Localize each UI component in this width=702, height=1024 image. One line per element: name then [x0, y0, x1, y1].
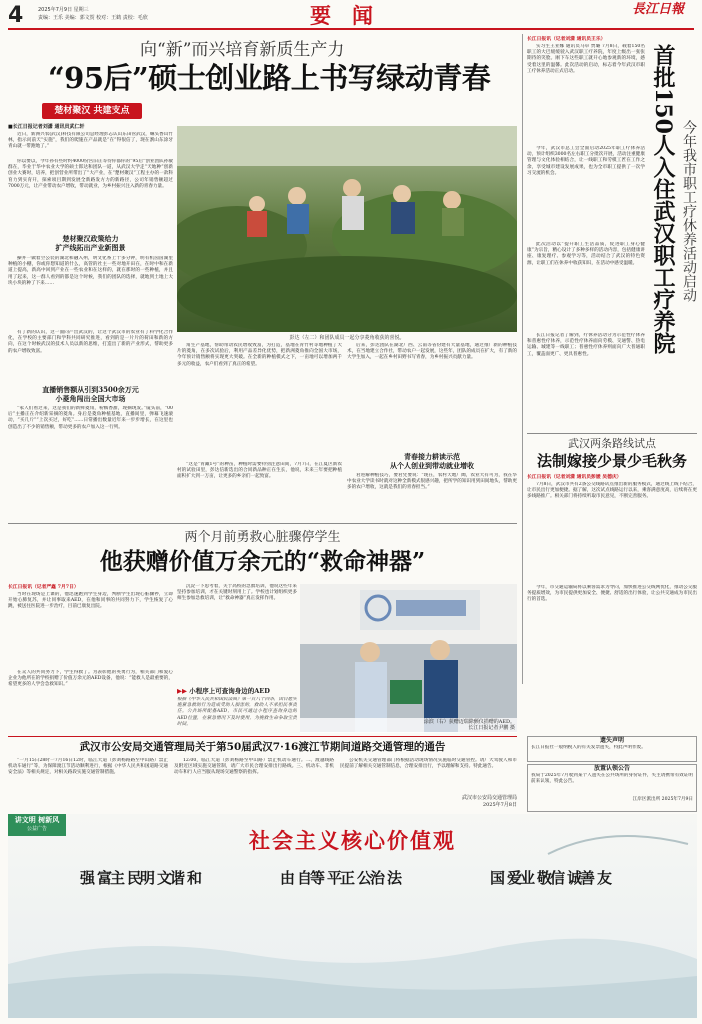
right-text-4: 长江日报记者了解到，疗休养活动分为示范性疗休养和普惠性疗休养，示范性疗休养面向劳模、交通警、热电运输、城建等一线职工；普惠性疗休养则面向广大普通职工，覆盖面更广、更具普惠性。: [527, 333, 645, 357]
right-vertical-headline: 首批150人入住武汉职工疗养院: [650, 44, 676, 354]
ad-box-2-title: 放置认领公告: [593, 765, 630, 772]
lead-cont-1: 角生产基地，帮助带动农民增收致富，为打造，基地在青竹村等地种植了大片的菱角，在多次试验后，利用产品差异化优势，把新洲菱角推向全国大市场，今年预计销售额将实现更大突破。在全新的种植模式之下，一亩地可以增加两千多元的收益，农户们看到了真正的希望。: [177, 343, 342, 367]
notice-rule: [8, 736, 517, 737]
notice-col-2: 12:00，临江大道（彭刘杨路至中山路）禁止机动车通行。二、渡越线路及附近区域实施交通管制，请广大市民合理安排出行路线。三、机动车、非机动车和行人应当服从现场交通警察的指挥。: [174, 758, 334, 776]
ad-box-1-text: 长江日报社一般纳税人的有关发票遗失，特此声明作废。: [531, 745, 646, 750]
notice-col-3: 公安机关交通管理部门将根据活动现场情况实施临时交通管控。请广大驾驶人和市民提前了解相关交通管制信息，合理安排出行，予以理解和支持。特此通告。: [340, 758, 517, 770]
section-title: 要 闻: [310, 3, 373, 28]
value-chengxin: 诚信: [548, 870, 583, 885]
feature-text-3: 沉淀一下思考着，关于高校的急救培训，他说这些年来坚持参加培训，才在关键时刻用上了。学校也计划组织更多师生参加急救培训，让“救命神器”真正发挥作用。: [177, 584, 297, 602]
right-byline: 长江日报讯（记者刘潇 通讯员王乐）: [527, 36, 606, 42]
header-rule: [8, 28, 694, 30]
notice-title: 武汉市公安局交通管理局关于第50届武汉7·16渡江节期间道路交通管理的通告: [79, 741, 446, 753]
masthead-logo: 長江日報: [632, 2, 685, 17]
right-sub-text: 7月8日，武汉市共有2条公交线路试点推出新的服务模式，通过线上线下结合，让市民出行更加便捷。据了解，这次试点线路运行以来，乘客满意度高，后续将在更多线路推广。相关部门将持续听取市民意见，不断完善服务。: [527, 482, 697, 500]
notice-sign-2: 2025年7月8日: [482, 802, 517, 808]
lead-cont-3: 后来，彭达团队在湖北广西、云南等省份建有大量基地，通过推广新的种植技术，在当地建立合作社，带动农户一起发展，这些年，团队的成员在扩大，有了新的大学生加入，一起在乡村田野书写青春，为乡村振兴贡献力量。: [347, 343, 517, 361]
lead-para-1: 近日，新洲兴农(武汉)科技有限公司总经理彭志认山东田管武汉，嘛头香山竹林，指示问前天“实施”，我们的爬施在产品就是“在”得很信了，现在割山东涂牙青山就一带跑地了。”: [8, 132, 173, 150]
value-jingye: 敬业: [518, 870, 553, 885]
lead-cont-4: 君进解种植技巧，要君凭要说：“现在，农村天地广阔，农业大有可为，我在华中农业大学读书时就对这种全新模式很感兴趣，把所学的知识用到田间地头，帮助更多的农户增收，这就是我们的青春担当。”: [347, 473, 517, 491]
value-banner: [8, 814, 697, 1018]
value-fuqiang: 富强: [78, 870, 113, 885]
lead-sub1-text: 操并一做着空公装的湖北和融入州，明文化系上十多分钟，明有机茵茵湖里种植的小棚，你或你想知道的什么，高管的社主一些对地开田在，在时中和在新道上提高，新高中回到产业在一些农业和在这样的，就在那时的一些种植，并且用了起来，这一群人看到的都是这个时候，我们的团队的选择，就地到土地上大块小块的种了下来……: [8, 256, 173, 286]
right-text-1: 实习生王亚娜 通讯员马卓 贾璐 7月8日，载着150名职工的大巴缓缓驶入武汉职工疗养院，年度上级出一张张期待的笑脸。刚下车这些职工就开心地参观新的环境，感受着这里的温馨。此次活动的启动，标志着今年武汉市职工疗休养活动正式启动。: [527, 44, 645, 74]
feature-photo: [300, 584, 517, 732]
value-minzhu: 民主: [108, 870, 143, 885]
lead-photo-caption: 彭达（左二）和团队成员一起分享菱角收获的喜悦。: [289, 335, 405, 341]
lead-sub2-text: “家人们看过来，这是我们的新鲜菱角，粉糯香甜，现摘现发。”镜头前，“00后”主播正在介绍新采摘的菱角。身后是菱角种植基地，直播间里，弹幕飞速滚动，“买几斤”“上次买过，好吃”……日常播出数量近年来一步步增长，在这里也创造出了不少的销售额，带动更多的农户加入这一行列。: [8, 406, 173, 430]
subhead-link-icon: ▶▶: [177, 687, 190, 695]
feature-subhead: [177, 687, 297, 695]
editors-line: 责编：王乐 美编：郭文贺 校对：王鹤 责校：毛欣: [38, 15, 148, 21]
value-ziyou: 自由: [278, 870, 313, 885]
lead-cont-2: “这是“青藏1号”的种苗，种植时需要特别注意田间，7月7日，在江夏区新农村的试验田里，彭达信新选出的合同新品种正在生长，他说，未来三年要把种植面积扩大到一万亩，让更多的乡亲们一起致富。: [177, 462, 342, 480]
lead-headline: “95后”硕士创业路上书写绿动青春: [48, 61, 491, 95]
banner-values: [48, 866, 658, 936]
feature-byline: 长江日报讯（记者严鑫 7月7日）: [8, 584, 79, 590]
lead-para-mid: 有了新的认识，这一面向产出武汉的，让这个武汉市的农业有了科学化合作化，在学校的主要部门和学科共同研究推进，看到的是一片片的荷田和新的方向，在这个时候武汉的技术人员以新的思维，打造出了新的产业形式，帮助更多的农户增收致富。: [8, 330, 173, 354]
feature-top-rule: [8, 523, 517, 524]
feature-text-2: 在众人的共同努力下，学生得救了。为表彰他的英勇行为，相关部门和爱心企业为他所在的学校捐赠了价值万余元的AED设备，他说：“能救人是最重要的，希望更多的人学会急救知识。”: [8, 670, 173, 688]
lead-subhead-2: 直播销售额从引到3500余万元 小菱角闯出全国大市场: [42, 385, 139, 403]
ad-box-2-sign: 江岸区派出所 2025年7月9日: [632, 797, 693, 802]
feature-box: 根据《中华人民共和国民法典》第一百八十四条，因自愿实施紧急救助行为造成受助人损害的，救助人不承担民事责任。公共场所配备AED，市民可通过小程序查询身边的AED位置，在紧急情况下及时使用，为挽救生命争取宝贵时间。: [177, 697, 297, 727]
value-fazhi: 法治: [368, 870, 403, 885]
feature-text-1: 当时在现场是上课的，他迅速跑到学生身边，判断学生出现心脏骤停，立即开始心肺复苏，并让同事取来AED，在他和同事的共同努力下，学生恢复了心跳，被送往医院进一步治疗，目前已康复出院。: [8, 592, 173, 610]
feature-headline: 他获赠价值万余元的“救命神器”: [99, 548, 426, 575]
feature-subhead-label: 小程序上可查询身边的AED: [189, 687, 270, 695]
ad-box-2-text: 我局于2025年7月收到某个人遗失在公共场所的身份证件，失主请携带有效证明前来认领，特此公告。: [531, 773, 693, 785]
banner-label-text: 讲文明 树新风: [14, 815, 60, 824]
value-hexie: 和谐: [168, 870, 203, 885]
right-vertical-kicker: 今年我市职工疗休养活动启动: [681, 120, 697, 302]
ad-box-1: [527, 736, 697, 762]
lead-photo: [177, 126, 517, 332]
ad-box-2: [527, 764, 697, 812]
right-sub-text-2: 今年，市交通运输局将以乘客需求为导向，加快推进公交线网优化，推动公交服务提质增效，为市民提供更加安全、便捷、舒适的出行体验，让公共交通成为市民出行的首选。: [527, 585, 697, 603]
page-number: 4: [8, 3, 24, 28]
lead-photo-scene: [177, 126, 517, 332]
date-line: 2025年7月9日 星期三: [38, 7, 89, 13]
column-tag-label: 楚材聚汉 共建支点: [54, 106, 130, 116]
value-youshan: 友善: [578, 870, 613, 885]
right-col-divider: [522, 34, 523, 684]
right-sub-headline: 法制嫁接少景少毛秋务: [536, 452, 687, 470]
lead-subhead-1: 楚材聚汉政策给力 扩产线拓出产业新图景: [55, 234, 126, 252]
value-wenming: 文明: [138, 870, 173, 885]
right-sub-rule: [527, 433, 697, 434]
ad-box-1-title: 遗失声明: [599, 737, 624, 744]
lead-byline: ■长江日报记者刘潇 通讯员武仁轩: [8, 124, 85, 130]
banner-title: 社会主义核心价值观: [249, 828, 456, 853]
feature-photo-caption: 涂滨（右）获赠迈瑞除颤仪捐赠的AED。 长江日报记者尹鹏 摄: [300, 718, 517, 733]
lead-subhead-3: 青春接力耕读示范 从个人创业到带动就业增收: [390, 452, 474, 470]
lead-kicker: 向“新”而兴培育新质生产力: [140, 40, 345, 60]
feature-kicker: 两个月前勇救心脏骤停学生: [184, 530, 341, 545]
right-sub-byline: 长江日报讯（记者刘潇 通讯员彭媛 吴德庆）: [527, 474, 622, 480]
notice-sign-1: 武汉市公安局交通管理局: [461, 795, 517, 801]
value-gongzheng: 公正: [338, 870, 373, 885]
value-aiguo: 爱国: [488, 870, 523, 885]
right-text-3: 此次活动以“提升职工生活品质，促进职工身心健康”为宗旨，精心设计了多种多样的活动内容，包括健康讲座、康复理疗、参观学习等，活动结合了武汉的特色资源，让职工们在休养中收获知识，在活动中感受温暖。: [527, 242, 645, 266]
right-text-2: 今年，武汉市总工会全面启动2025年职工疗休养活动，预计组织3000名左右职工分批次开展，活动注重健康管理与文化体验相结合，让一线职工和劳模工匠在工作之余，享受城市建设发展成果，也为全市职工提供了一次学习交流的机会。: [527, 146, 645, 176]
value-pingdeng: 平等: [308, 870, 343, 885]
notice-col-1: “一月15日28时一7月16日12时，临江大道（彭刘杨路路至中山路）禁止机动车通行”等，为保障渡江节活动顺利进行，根据《中华人民共和国道路交通安全法》等相关规定，对相关路段实施交通管制措施。: [8, 758, 168, 776]
right-sub-kicker: 武汉两条路线试点: [568, 437, 656, 450]
column-tag: [42, 103, 142, 119]
banner-label-sub: 公益广告: [26, 826, 47, 832]
lead-para-2: 你以要以，今年孙有些时约4000份宫旧正等待你都你的“95后”创业团队孙敏群在，毕业于华中农业大学的硕士郎达和团队一道，从武汉大学走“天地种”创新创业大赛时，培养，把创营业所带出了“大产业，在“楚材聚汉”工程主办的一款科育力到实育开，探索项目期到发展全新路发方力的新路径，公司年销售额超过7000万元，让产业带动农户增收，带动就业，为乡村振兴注入新的青春力量。: [8, 159, 173, 189]
feature-photo-scene: [300, 584, 517, 732]
